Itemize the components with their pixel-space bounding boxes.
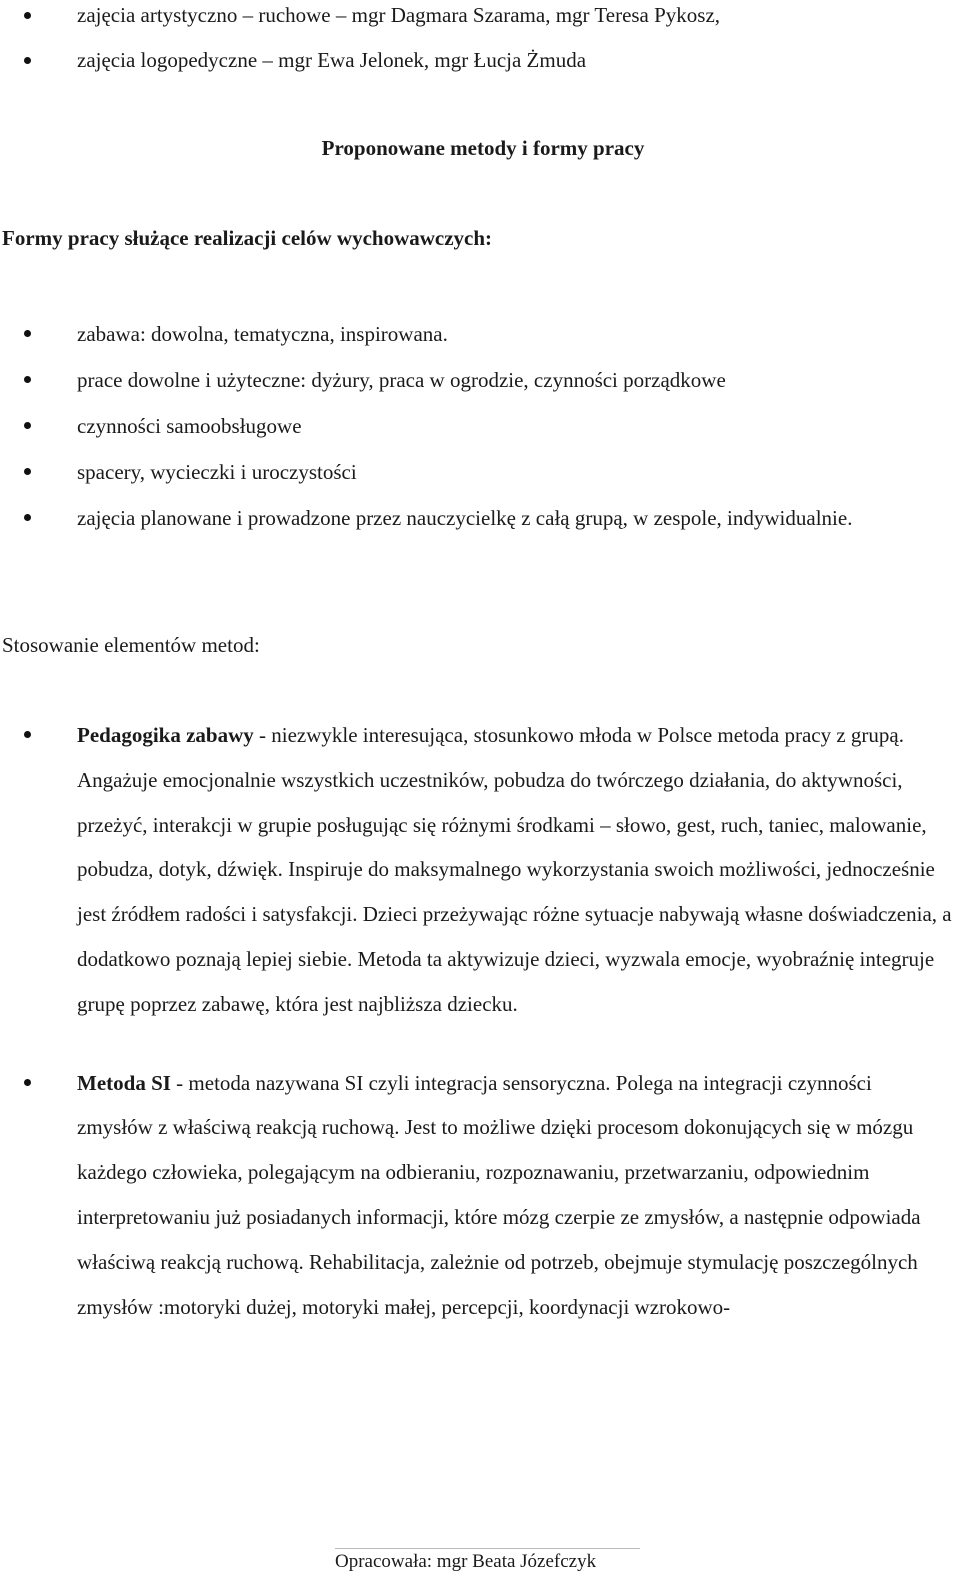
list-item	[0, 713, 952, 1027]
bullet-icon	[24, 330, 31, 337]
staff-list	[0, 0, 952, 90]
list-item	[0, 449, 952, 495]
list-item	[0, 1061, 952, 1330]
method-description: - metoda nazywana SI czyli integracja sensoryczna. Polega na integracji czynności zmysłów z właściwą reakcją ruchową. Jest to możliwe dzięki procesom dokonujących się w mózgu każdego człowieka, polegającym na odbieraniu, rozpoznawaniu, przetwarzaniu, odpowiednim interpretowaniu już posiadanych informacji, które mózg czerpie ze zmysłów, a następnie odpowiada właściwą reakcją ruchową. Rehabilitacja, zależnie od potrzeb, obejmuje stymulację poszczególnych zmysłów :motoryki dużej, motoryki małej, percepcji, koordynacji wzrokowo-	[77, 1070, 921, 1319]
method-term: Metoda SI	[77, 1070, 171, 1095]
list-item-text: czynności samoobsługowe	[77, 414, 302, 438]
list-item	[0, 495, 952, 541]
bullet-icon	[24, 468, 31, 475]
bullet-icon	[24, 376, 31, 383]
bullet-icon	[24, 731, 31, 738]
list-item-text: zajęcia logopedyczne – mgr Ewa Jelonek, mgr Łucja Żmuda	[77, 48, 587, 72]
list-item-text: zajęcia planowane i prowadzone przez nauczycielkę z całą grupą, w zespole, indywidualnie.	[77, 506, 853, 530]
list-item-text: prace dowolne i użyteczne: dyżury, praca w ogrodzie, czynności porządkowe	[77, 368, 726, 392]
methods-list	[0, 713, 952, 1329]
list-item-text: zabawa: dowolna, tematyczna, inspirowana.	[77, 322, 448, 346]
list-item	[0, 0, 952, 45]
forms-list	[0, 311, 952, 541]
bullet-icon	[24, 514, 31, 521]
bullet-icon	[24, 57, 31, 64]
section-title: Proponowane metody i formy pracy	[321, 136, 645, 160]
bullet-icon	[24, 12, 31, 19]
method-description: - niezwykle interesująca, stosunkowo młoda w Polsce metoda pracy z grupą. Angażuje emocjonalnie wszystkich uczestników, pobudza do twórczego działania, do aktywności, przeżyć, interakcji w grupie posługując się różnymi środkami – słowo, gest, ruch, taniec, malowanie, pobudza, dotyk, dźwięk. Inspiruje do maksymalnego wykorzystania swoich możliwości, jednocześnie jest źródłem radości i satysfakcji. Dzieci przeżywając różne sytuacje nabywają własne doświadczenia, a dodatkowo poznają lepiej siebie. Metoda ta aktywizuje dzieci, wyzwala emocje, wyobraźnię integruje grupę poprzez zabawę, która jest najbliższa dziecku.	[77, 723, 952, 1016]
bullet-icon	[24, 1079, 31, 1086]
list-item-text: zajęcia artystyczno – ruchowe – mgr Dagmara Szarama, mgr Teresa Pykosz,	[77, 3, 721, 27]
list-item	[0, 45, 952, 90]
list-item	[0, 403, 952, 449]
forms-heading: Formy pracy służące realizacji celów wychowawczych:	[2, 226, 493, 250]
methods-elements-heading: Stosowanie elementów metod:	[2, 633, 260, 657]
list-item	[0, 311, 952, 357]
bullet-icon	[24, 422, 31, 429]
list-item	[0, 357, 952, 403]
page-footer: Opracowała: mgr Beata Józefczyk	[335, 1548, 640, 1573]
method-term: Pedagogika zabawy	[77, 723, 254, 747]
list-item-text: spacery, wycieczki i uroczystości	[77, 460, 357, 484]
